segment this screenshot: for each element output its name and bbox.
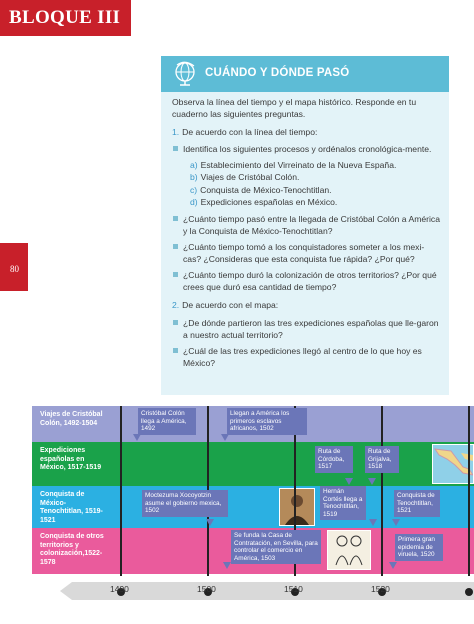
year-line-1530 (468, 406, 470, 576)
illustration-codex (327, 530, 371, 570)
arrow-icon (345, 478, 353, 485)
bullet-square-icon (173, 272, 178, 277)
box-title: CUÁNDO Y DÓNDE PASÓ (205, 67, 350, 79)
year-tick (465, 588, 473, 596)
illustration-portrait (279, 488, 315, 526)
event-moctezuma: Moctezuma Xocoyotzin asume el gobierno mexica, 1502 (142, 490, 228, 517)
list-item: d) Expediciones españolas en México. (190, 197, 338, 208)
row-label: Expediciones españolas en México, 1517-1519 (40, 447, 102, 472)
event-cordoba: Ruta de Córdoba, 1517 (315, 446, 353, 473)
bullet-square-icon (173, 146, 178, 151)
q1-sub-2-text: ¿Cuánto tiempo pasó entre la llegada de Cristóbal Colón a América y la Conquista de México-Tenochtitlan? (183, 214, 441, 237)
question-2 (172, 299, 440, 311)
q1-sub-3 (172, 241, 440, 266)
q2-sub-2 (172, 345, 440, 370)
timeline (32, 406, 474, 624)
arrow-icon (392, 519, 400, 526)
q2-sub-1 (172, 317, 440, 342)
list-item: b) Viajes de Cristóbal Colón. (190, 172, 300, 183)
bullet-square-icon (173, 348, 178, 353)
arrow-icon (133, 434, 141, 441)
year-line-1520 (381, 406, 383, 576)
event-tenochtitlan: Conquista de Tenochtitlan, 1521 (394, 490, 440, 517)
box-body (172, 96, 440, 372)
bullet-square-icon (173, 320, 178, 325)
q1-sub-1-text: Identifica los siguientes procesos y ordénalos cronológica-mente. (183, 144, 432, 155)
process-list (172, 159, 440, 209)
arrow-icon (389, 562, 397, 569)
event-cortes: Hernán Cortés llega a Tenochtitlan, 1519 (320, 486, 366, 520)
row-label: Conquista de México-Tenochtitlan, 1519-1521 (40, 491, 103, 524)
year-label: 1520 (371, 584, 390, 594)
q2-text: De acuerdo con el mapa: (182, 300, 279, 311)
bullet-square-icon (173, 216, 178, 221)
q1-sub-3-text: ¿Cuánto tiempo tomó a los conquistadores someter a los mexi-cas? ¿Consideras que esta conquista fue rápida? ¿Por qué? (183, 241, 425, 265)
intro-text: Observa la línea del tiempo y el mapa histórico. Responde en tu cuaderno las siguientes preguntas. (172, 97, 417, 120)
q1-sub-4-text: ¿Cuánto tiempo duró la colonización de otros territorios? ¿Por qué crees que duró esa cantidad de tiempo? (183, 269, 437, 293)
q2-sub-1-text: ¿De dónde partieron las tres expediciones españolas que lle-garon a nuestro actual territorio? (183, 317, 439, 341)
q1-text: De acuerdo con la línea del tiempo: (182, 126, 318, 137)
page-number: 80 (0, 243, 28, 291)
event-viruela: Primera gran epidemia de viruela, 1520 (395, 534, 443, 561)
arrow-icon (206, 519, 214, 526)
q1-sub-4 (172, 269, 440, 294)
q1-sub-1 (172, 143, 440, 155)
event-esclavos: Llegan a América los primeros esclavos africanos, 1502 (227, 408, 307, 435)
row-label: Viajes de Cristóbal Colón, 1492-1504 (40, 411, 103, 427)
arrow-icon (221, 434, 229, 441)
q1-sub-2 (172, 213, 440, 238)
year-label: 1510 (284, 584, 303, 594)
q1-number: 1. (172, 126, 180, 137)
bullet-square-icon (173, 244, 178, 249)
year-label: 1500 (197, 584, 216, 594)
q2-number: 2. (172, 300, 180, 311)
arrow-icon (369, 519, 377, 526)
box-header (161, 56, 449, 92)
arrow-icon (223, 562, 231, 569)
list-item: a) Establecimiento del Virreinato de la Nueva España. (190, 159, 397, 170)
q2-sub-2-text: ¿Cuál de las tres expediciones llegó al centro de lo que hoy es México? (183, 345, 422, 369)
timeline-row-expediciones (32, 442, 474, 486)
list-item: c) Conquista de México-Tenochtitlan. (190, 184, 332, 195)
row-label: Conquista de otros territorios y colonización,1522-1578 (40, 533, 104, 566)
event-grijalva: Ruta de Grijalva, 1518 (365, 446, 399, 473)
question-1 (172, 126, 440, 138)
arrow-icon (368, 478, 376, 485)
event-colon: Cristóbal Colón llega a América, 1492 (138, 408, 196, 435)
cuando-donde-box (161, 56, 449, 395)
year-label: 1490 (110, 584, 129, 594)
event-casa-contratacion: Se funda la Casa de Contratación, en Sevilla, para controlar el comercio en América, 1503 (231, 530, 321, 564)
globe-icon (172, 60, 199, 87)
bloque-header: BLOQUE III (0, 0, 131, 36)
year-line-1490 (120, 406, 122, 576)
